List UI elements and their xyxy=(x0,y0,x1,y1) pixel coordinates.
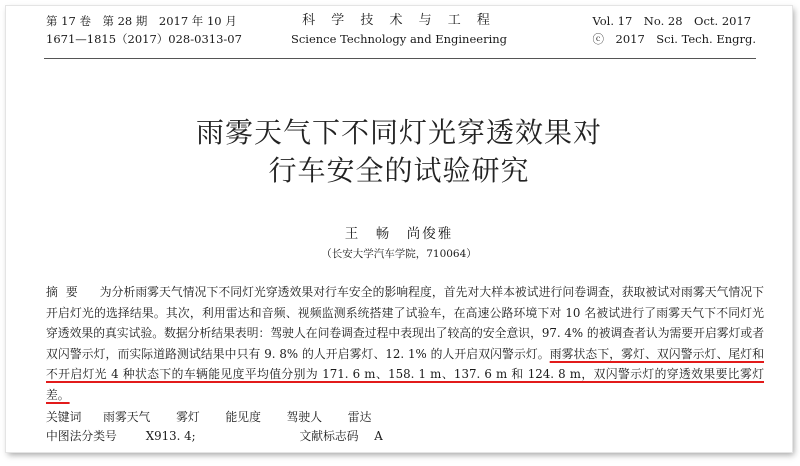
abstract xyxy=(46,282,764,405)
copyright-line: ⓒ 2017 Sci. Tech. Engrg. xyxy=(592,32,756,46)
affiliation: （长安大学汽车学院，710064） xyxy=(321,248,477,260)
keyword-item: 雨雾天气 xyxy=(103,410,151,424)
journal-volume-info xyxy=(593,12,757,48)
abstract-label: 摘要 xyxy=(46,285,86,299)
keywords-label: 关键词 xyxy=(46,410,82,424)
keyword-item: 雾灯 xyxy=(176,410,200,424)
journal-name-cn: 科 学 技 术 与 工 程 xyxy=(302,13,496,28)
keyword-item: 驾驶人 xyxy=(286,410,323,424)
paper-page xyxy=(6,6,792,452)
doc-code-value: A xyxy=(374,429,383,443)
clc-label: 中图法分类号 xyxy=(46,429,117,443)
issn-line: 1671—1815（2017）028-0313-07 xyxy=(46,32,242,46)
keyword-item: 雷达 xyxy=(347,410,372,424)
journal-name-en: Science Technology and Engineering xyxy=(290,32,508,46)
keyword-item: 能见度 xyxy=(225,410,261,424)
author-list: 王 畅 尚俊雅 xyxy=(344,226,454,242)
title-line-2: 行车安全的试验研究 xyxy=(268,154,530,187)
paper-title xyxy=(6,114,792,190)
clc-value: X913. 4; xyxy=(145,429,196,443)
keywords xyxy=(46,408,393,426)
doc-code-label: 文献标志码 xyxy=(299,429,359,443)
issue-line: 第 17 卷 第 28 期 2017 年 10 月 xyxy=(46,14,237,28)
title-line-1: 雨雾天气下不同灯光穿透效果对 xyxy=(195,116,602,149)
abstract-highlighted-text: 雨雾状态下，雾灯、双闪警示灯、尾灯和不开启灯光 4 种状态下的车辆能见度平均值分别为 171. 6 m、158. 1 m、137. 6 m 和 124. 8 m，双闪警示灯的穿透效果要比雾灯差。 xyxy=(46,346,764,402)
abstract-text: 为分析雨雾天气情况下不同灯光穿透效果对行车安全的影响程度，首先对大样本被试进行问卷调查，获取被试对雨雾天气情况下开启灯光的选择结果。其次，利用雷达和音频、视频监测系统搭建了试验车，在高速公路环境下对 10 名被试进行了雨雾天气下不同灯光穿透效果的真实试验。数据分析结果表明：驾驶人在问卷调查过程中表现出了较高的安全意识，97. 4% 的被调查者认为需要开启雾灯或者双闪警示灯，而实际道路测试结果中只有 9. 8% 的人开启雾灯、12. 1% 的人开启双闪警示灯。 xyxy=(46,285,764,361)
classification xyxy=(46,427,383,445)
volume-line: Vol. 17 No. 28 Oct. 2017 xyxy=(592,14,752,28)
header-rule xyxy=(44,58,756,59)
